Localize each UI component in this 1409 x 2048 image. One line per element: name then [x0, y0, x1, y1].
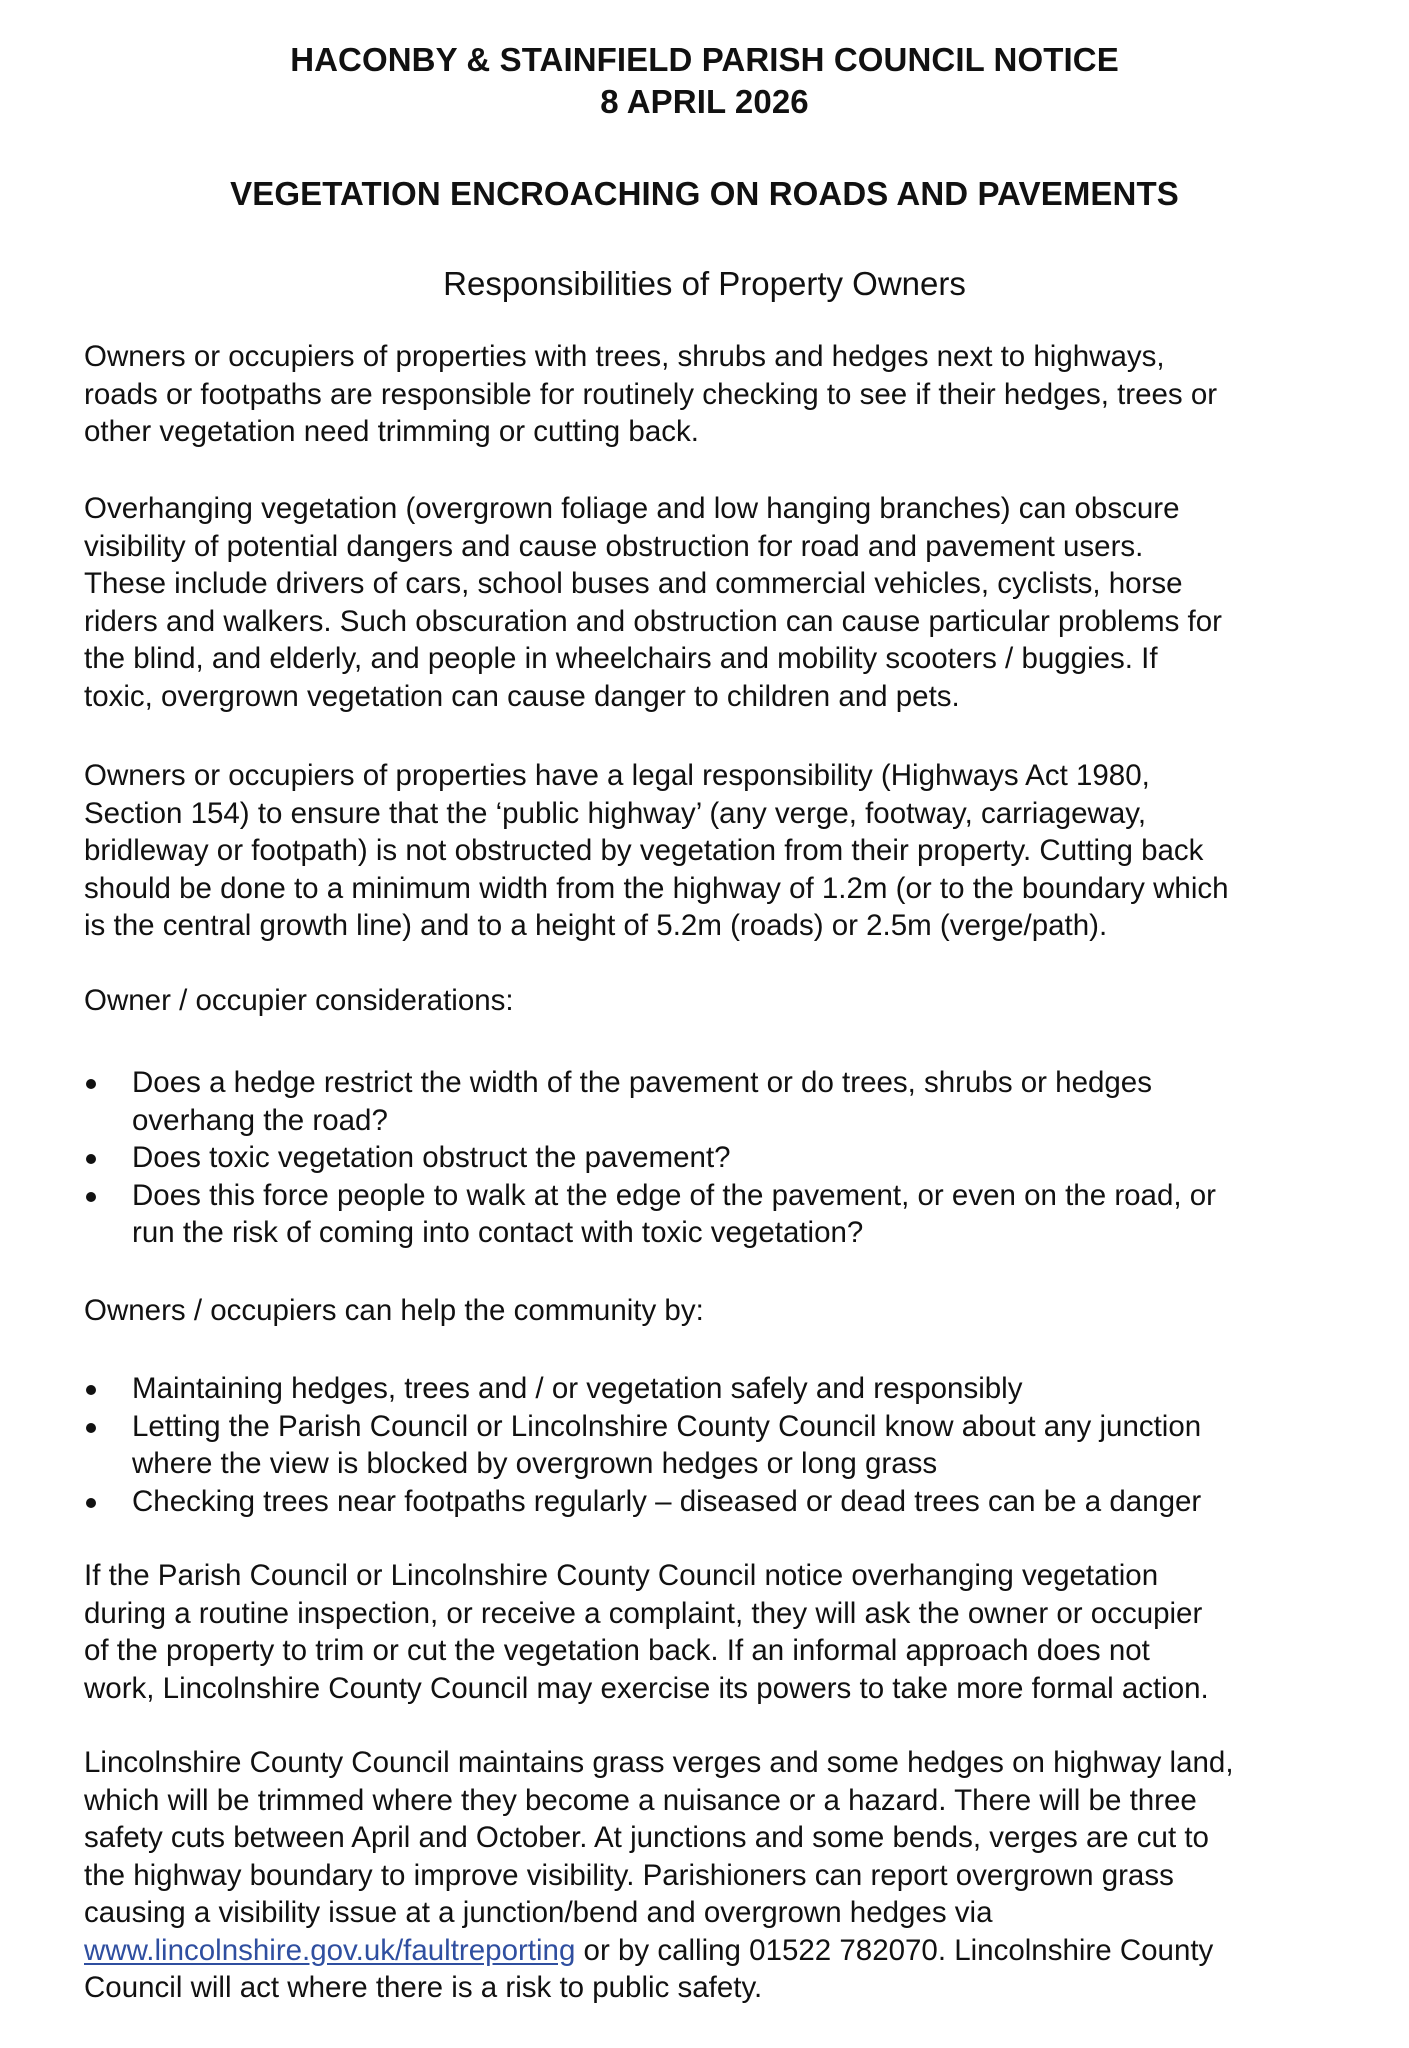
text-line: Maintaining hedges, trees and / or vegetation safely and responsibly — [132, 1372, 1023, 1405]
text-line: Owners or occupiers of properties with trees, shrubs and hedges next to highways, — [84, 340, 1165, 373]
list-item — [84, 1483, 1384, 1521]
list-item — [84, 1370, 1384, 1408]
text-line: Council will act where there is a risk to public safety. — [84, 1971, 763, 2004]
notice-heading: VEGETATION ENCROACHING ON ROADS AND PAVEMENTS — [230, 175, 1179, 212]
paragraph-responsibility — [84, 338, 1384, 451]
text-line: which will be trimmed where they become a nuisance or a hazard. There will be three — [84, 1783, 1197, 1817]
text-line: causing a visibility issue at a junction/bend and overgrown hedges via — [84, 1896, 993, 1929]
paragraph-inspection — [84, 1557, 1384, 1707]
text-line: of the property to trim or cut the vegetation back. If an informal approach does not — [84, 1634, 1150, 1667]
list-item — [84, 1408, 1384, 1483]
text-line: These include drivers of cars, school buses and commercial vehicles, cyclists, horse — [84, 567, 1183, 600]
text-line: riders and walkers. Such obscuration and obstruction can cause particular problems for — [84, 604, 1222, 638]
considerations-heading — [84, 982, 1384, 1020]
paragraph-overhanging — [84, 490, 1384, 715]
considerations-list — [84, 1064, 1384, 1252]
text-line: roads or footpaths are responsible for routinely checking to see if their hedges, trees or — [84, 377, 1218, 411]
bullet-icon — [86, 1192, 96, 1202]
text-line: is the central growth line) and to a height of 5.2m (roads) or 2.5m (verge/path). — [84, 909, 1108, 942]
notice-subtitle: Responsibilities of Property Owners — [443, 265, 966, 302]
text-line: Letting the Parish Council or Lincolnshire County Council know about any junction — [132, 1409, 1202, 1443]
text-line: run the risk of coming into contact with toxic vegetation? — [132, 1216, 864, 1249]
community-heading — [84, 1292, 1384, 1330]
heading-text: Owner / occupier considerations: — [84, 984, 514, 1017]
text-line: work, Lincolnshire County Council may exercise its powers to take more formal action. — [84, 1671, 1209, 1705]
text-line: Does this force people to walk at the edge of the pavement, or even on the road, or — [132, 1178, 1216, 1212]
text-line: Checking trees near footpaths regularly – diseased or dead trees can be a danger — [132, 1484, 1202, 1518]
list-item — [84, 1064, 1384, 1139]
text-line: Section 154) to ensure that the ‘public highway’ (any verge, footway, carriageway, — [84, 796, 1147, 830]
fault-reporting-link[interactable]: www.lincolnshire.gov.uk/faultreporting — [84, 1933, 576, 1967]
bullet-icon — [86, 1498, 96, 1508]
text-line: the highway boundary to improve visibility. Parishioners can report overgrown grass — [84, 1858, 1174, 1892]
list-item — [84, 1177, 1384, 1252]
text-line: other vegetation need trimming or cutting back. — [84, 415, 699, 448]
text-line: Owners or occupiers of properties have a legal responsibility (Highways Act 1980, — [84, 759, 1150, 792]
text-line: toxic, overgrown vegetation can cause danger to children and pets. — [84, 679, 960, 713]
text-line: Lincolnshire County Council maintains grass verges and some hedges on highway land, — [84, 1746, 1234, 1779]
notice-title: HACONBY & STAINFIELD PARISH COUNCIL NOTICE — [290, 41, 1119, 78]
text-line — [84, 1932, 1384, 1970]
text-line: should be done to a minimum width from the highway of 1.2m (or to the boundary which — [84, 871, 1229, 905]
paragraph-county-council — [84, 1744, 1384, 2007]
text-line: where the view is blocked by overgrown hedges or long grass — [132, 1447, 938, 1480]
bullet-icon — [86, 1385, 96, 1395]
text-line: Overhanging vegetation (overgrown foliage and low hanging branches) can obscure — [84, 492, 1180, 525]
phone-text: or by calling 01522 782070. Lincolnshire County — [575, 1933, 1214, 1967]
text-line: Does a hedge restrict the width of the pavement or do trees, shrubs or hedges — [132, 1066, 1152, 1099]
bullet-icon — [86, 1154, 96, 1164]
text-line: safety cuts between April and October. At junctions and some bends, verges are cut to — [84, 1821, 1209, 1854]
text-line: visibility of potential dangers and cause obstruction for road and pavement users. — [84, 529, 1144, 563]
notice-date: 8 APRIL 2026 — [600, 83, 809, 120]
list-item — [84, 1139, 1384, 1177]
bullet-icon — [86, 1423, 96, 1433]
text-line: during a routine inspection, or receive a complaint, they will ask the owner or occupier — [84, 1596, 1203, 1630]
community-list — [84, 1370, 1384, 1520]
text-line: bridleway or footpath) is not obstructed by vegetation from their property. Cutting back — [84, 834, 1204, 867]
text-line: Does toxic vegetation obstruct the pavement? — [132, 1141, 731, 1174]
bullet-icon — [86, 1079, 96, 1089]
text-line: If the Parish Council or Lincolnshire County Council notice overhanging vegetation — [84, 1559, 1159, 1592]
text-line: the blind, and elderly, and people in wheelchairs and mobility scooters / buggies. If — [84, 642, 1158, 675]
text-line: overhang the road? — [132, 1103, 388, 1137]
paragraph-legal — [84, 757, 1384, 945]
heading-text: Owners / occupiers can help the community by: — [84, 1294, 704, 1327]
